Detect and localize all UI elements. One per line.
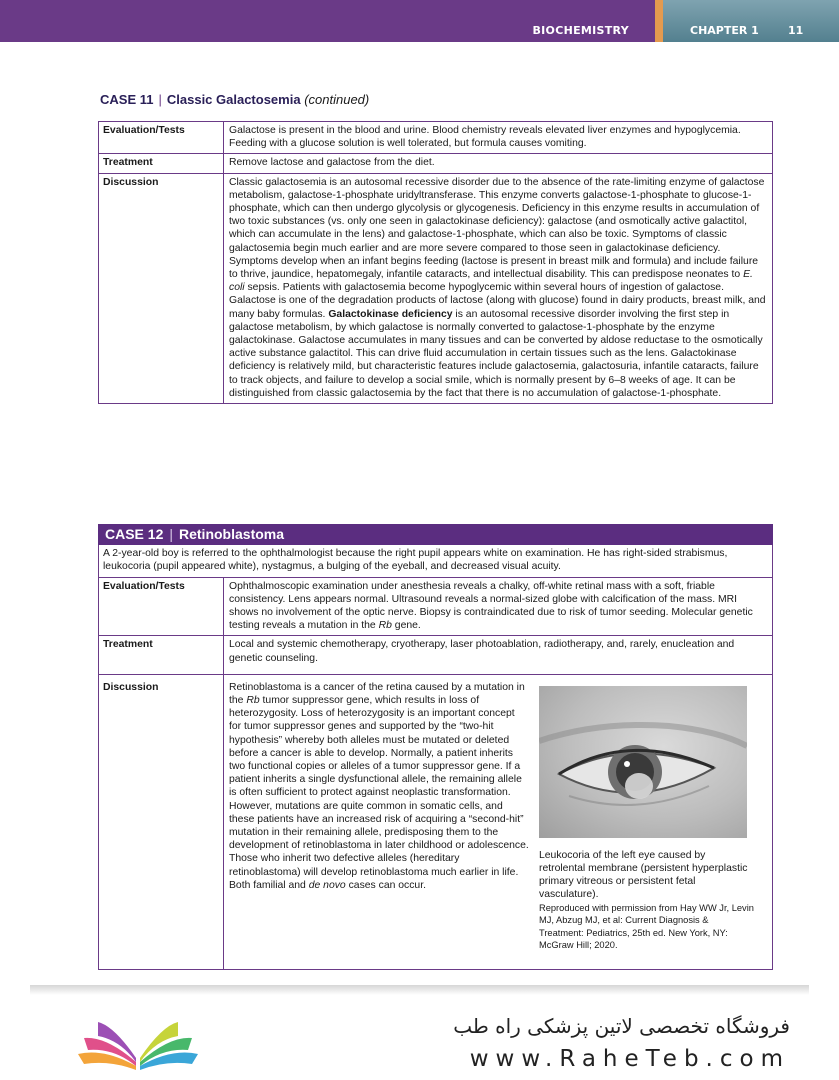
text-run: Classic galactosemia is an autosomal recessive disorder due to the absence of the rate-limiting enzyme of galactose metabolism, galactose-1-phosphate uridyltransferase. This enzyme converts galactose-1-phosphate to glucose-1-phosphate, which can then undergo glycolysis or glycogenesis. Deficiency in this enzyme results in accumulation of two toxic substances (vs. only one seen in galactokinase deficiency): galactose (and osmotically active galactitol, which can accumulate in the lens) and galactose-1-phosphate, which can also be toxic. Symptoms of classic galactosemia begin much earlier and are more severe compared to those seen in galactokinase deficiency. Symptoms develop when an infant begins feeding (lactose is present in breast milk and formula) and include failure to thrive, jaundice, hepatomegaly, infantile cataracts, and intellectual disability. This can predispose neonates to <box>229 176 765 281</box>
rb-italic: Rb <box>378 620 392 632</box>
row-label: Discussion <box>99 674 224 969</box>
row-text: Galactose is present in the blood and urine. Blood chemistry reveals elevated liver enzymes and hypoglycemia. Feeding with a glucose solution is well tolerated, but formula causes vomiting. <box>224 122 773 154</box>
table-row <box>99 173 773 403</box>
discussion-paragraph <box>229 681 529 853</box>
text-run: cases can occur. <box>345 879 426 891</box>
case12-title: Retinoblastoma <box>179 526 285 542</box>
caption-credit: Reproduced with permission from Hay WW Jr, Levin MJ, Abzug MJ, et al: Current Diagnosis & Treatment: Pediatrics, 25th ed. New York, NY: McGraw Hill; 2020. <box>539 902 754 951</box>
chapter-label: CHAPTER 1 <box>690 24 759 37</box>
footer-url: www.RaheTeb.com <box>469 1046 790 1072</box>
text-run: sepsis. Patients with galactosemia become hypoglycemic within several hours of ingestion of galactose. <box>244 282 724 294</box>
discussion-paragraph <box>229 176 767 295</box>
text-run: Retinoblastoma is a cancer of the retina caused by a mutation in the <box>229 681 525 707</box>
heading-separator: | <box>158 92 162 107</box>
galactokinase-term: Galactokinase deficiency <box>328 308 453 320</box>
case12-presentation: A 2-year-old boy is referred to the ophthalmologist because the right pupil appears white on examination. He has right-sided strabismus, leukocoria (pupil appeared white), nystagmus, a bulging of the eyeball, and decreased visual acuity. <box>99 545 773 577</box>
case12-number: CASE 12 <box>105 526 164 542</box>
discussion-text <box>229 681 529 892</box>
discussion-paragraph <box>229 294 767 400</box>
table-row <box>99 636 773 674</box>
de-novo-italic: de novo <box>308 879 346 891</box>
header-accent-stripe <box>655 0 663 42</box>
footer-store-name: فروشگاه تخصصی لاتین پزشکی راه طب <box>453 1014 790 1038</box>
table-row <box>99 545 773 577</box>
case11-heading <box>100 92 369 107</box>
case12-heading <box>99 525 773 545</box>
ecoli-italic: E. coli <box>229 269 753 294</box>
case12-table <box>98 524 773 970</box>
caption-text: Leukocoria of the left eye caused by retrolental membrane (persistent hyperplastic primary vitreous or persistent fetal vasculature). <box>539 849 748 901</box>
case12-header-row <box>99 525 773 545</box>
table-row <box>99 577 773 636</box>
discussion-layout <box>229 681 767 966</box>
row-text <box>224 577 773 636</box>
case11-continued: (continued) <box>304 92 370 107</box>
text-run: is an autosomal recessive disorder involving the first step in galactose metabolism, by which galactose is normally converted to galactose-1-phosphate by the enzyme galactokinase. Galactose accumulates in many tissues and can be converted by aldose reductase to the osmotically active substance galactitol. This can drive fluid accumulation in certain tissues such as the lens. Galactokinase deficiency is relatively mild, but characteristic features include galactosemia, galactosuria, infantile cataracts, failure to track objects, and failure to develop a social smile, which is normally present by 6–8 weeks of age. It can be distinguished from classic galactosemia by the fact that there is no accumulation of galactose-1-phosphate. <box>229 308 763 399</box>
text-run: tumor suppressor gene, which results in loss of heterozygosity. Loss of heterozygosity is an important concept for tumor suppressor genes and supported by the “two-hit hypothesis” whereby both alleles must be mutated or deleted before a cancer is able to develop. Normally, a patient inherits two functional copies or alleles of a tumor suppressor gene. If a patient inherits a single dysfunctional allele, the remaining allele is often sufficient to protect against neoplastic transformation. However, mutations are quite common in somatic cells, and these patients have an increased risk of acquiring a “second-hit” mutation in their remaining allele, predisposing them to the development of retinoblastoma in later childhood or adolescence. <box>229 695 529 852</box>
table-row <box>99 154 773 173</box>
page-edge-shadow <box>30 985 809 995</box>
row-label: Treatment <box>99 636 224 674</box>
table-row <box>99 122 773 154</box>
case11-table <box>98 121 773 404</box>
case11-discussion <box>224 173 773 403</box>
figure-caption <box>539 849 754 952</box>
case11-number: CASE 11 <box>100 92 154 107</box>
text-run: gene. <box>391 620 421 632</box>
heading-separator: | <box>169 526 173 542</box>
case12-discussion <box>224 674 773 969</box>
row-label: Treatment <box>99 154 224 173</box>
text-run: Galactose is one of the degradation products of lactose (along with glucose) found in dairy products, breast milk, and many baby formulas. <box>229 295 766 320</box>
row-label: Evaluation/Tests <box>99 122 224 154</box>
row-label: Evaluation/Tests <box>99 577 224 636</box>
eye-photo <box>539 686 747 838</box>
row-label: Discussion <box>99 173 224 403</box>
page-number: 11 <box>788 24 804 37</box>
book-title: BIOCHEMISTRY <box>532 24 629 37</box>
rb-italic: Rb <box>246 695 260 707</box>
text-run: Those who inherit two defective alleles (hereditary retinoblastoma) will develop retinoblastoma much earlier in life. Both familial and <box>229 853 519 891</box>
text-run: Ophthalmoscopic examination under anesthesia reveals a chalky, off-white retinal mass with a soft, friable consistency. Lens appears normal. Ultrasound reveals a normal-sized globe with calcification of the mass. MRI shows no involvement of the optic nerve. Biopsy is contraindicated due to risk of tumor seeding. Molecular genetic testing reveals a mutation in the <box>229 580 753 632</box>
book-logo-icon <box>74 1008 204 1074</box>
discussion-paragraph <box>229 852 529 892</box>
table-row <box>99 674 773 969</box>
row-text: Local and systemic chemotherapy, cryotherapy, laser photoablation, radiotherapy, and, rarely, enucleation and genetic counseling. <box>224 636 773 674</box>
case11-title: Classic Galactosemia <box>166 92 301 107</box>
row-text: Remove lactose and galactose from the diet. <box>224 154 773 173</box>
running-header <box>0 0 839 42</box>
eye-photo-drawing <box>539 686 747 838</box>
